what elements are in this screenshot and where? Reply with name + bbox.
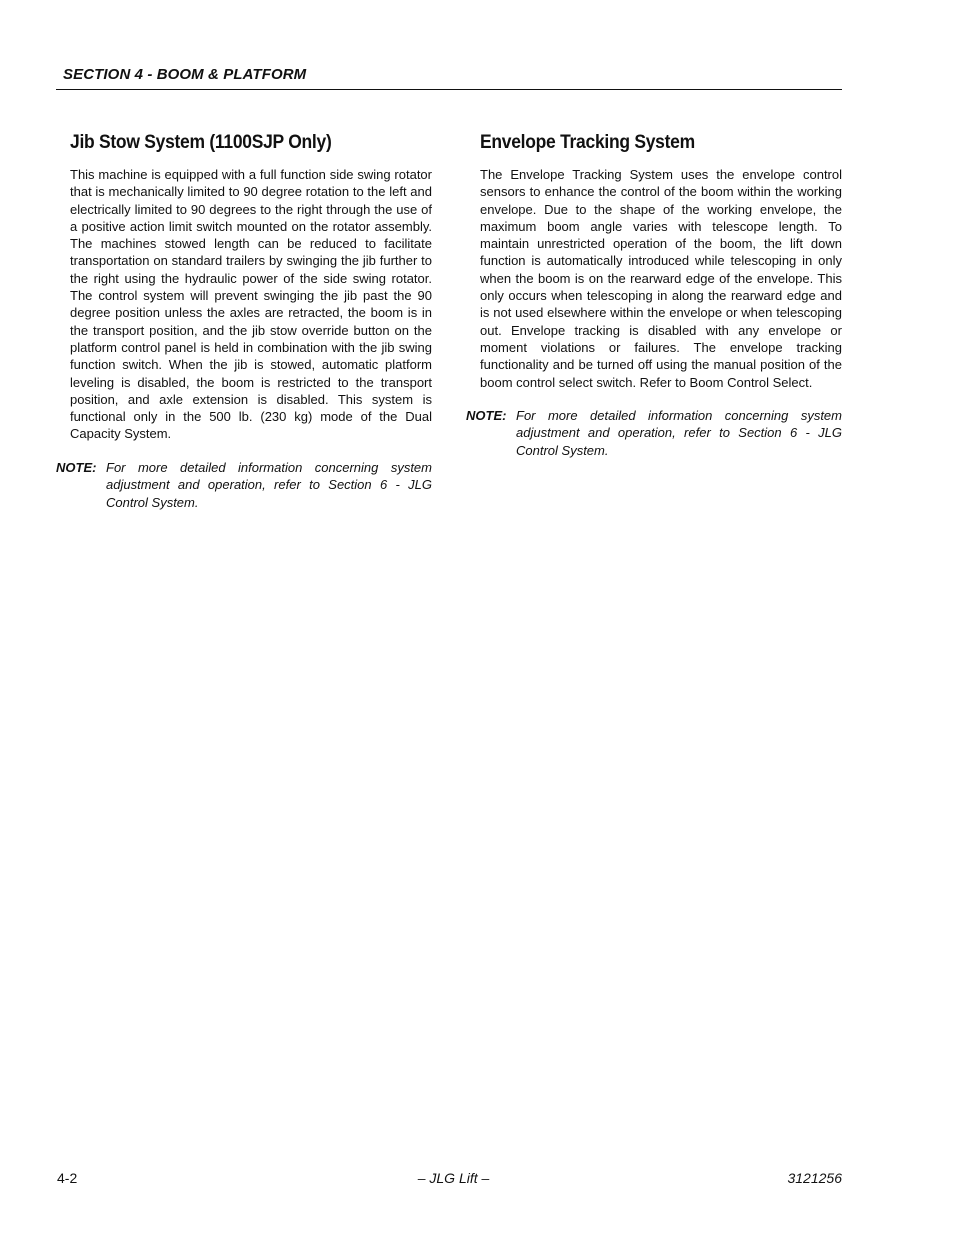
page-number: 4-2 xyxy=(57,1170,78,1186)
note-label: NOTE: xyxy=(56,459,97,475)
section-header: SECTION 4 - BOOM & PLATFORM xyxy=(63,66,307,83)
envelope-tracking-note xyxy=(466,407,842,460)
jib-stow-heading: Jib Stow System (1100SJP Only) xyxy=(70,132,332,153)
jib-stow-body: This machine is equipped with a full function side swing rotator that is mechanically limited to 90 degree rotation to the left and electrically limited to 90 degrees to the right through the use of a positive action limit switch mounted on the rotator assembly. The machines stowed length can be reduced to facilitate transportation on standard trailers by swinging the jib further to the right using the hydraulic power of the side swing rotator. The control system will prevent swinging the jib past the 90 degree position unless the axles are retracted, the boom is in the transport position, and the jib stow override button on the platform control panel is held in combination with the jib swing function switch. When the jib is stowed, automatic platform leveling is disabled, the boom is restricted to the transport position, and axle extension is disabled. This system is functional only in the 500 lb. (230 kg) mode of the Dual Capacity System. xyxy=(70,167,432,442)
document-number: 3121256 xyxy=(787,1170,842,1186)
left-column xyxy=(56,132,432,511)
envelope-tracking-body: The Envelope Tracking System uses the envelope control sensors to enhance the control of the boom within the working envelope. Due to the shape of the working envelope, the maximum boom angle varies with telescope length. To maintain unrestricted operation of the boom, the lift down function is automatically introduced while telescoping in only when the boom is on the rearward edge of the envelope. This only occurs when telescoping in along the rearward edge and is not used elsewhere within the envelope or when telescoping out. Envelope tracking is disabled with any envelope or moment violations or failures. The envelope tracking functionality and be turned off using the manual position of the boom control select switch. Refer to Boom Control Select. xyxy=(480,167,842,390)
note-text: For more detailed information concerning system adjustment and operation, refer to Section 6 - JLG Control System. xyxy=(106,459,432,510)
note-text: For more detailed information concerning system adjustment and operation, refer to Section 6 - JLG Control System. xyxy=(516,407,842,458)
envelope-tracking-heading: Envelope Tracking System xyxy=(480,132,695,153)
header-divider xyxy=(56,89,842,90)
right-column xyxy=(466,132,842,459)
footer-brand-text: – JLG Lift – xyxy=(417,1170,490,1186)
jib-stow-note xyxy=(56,459,432,512)
note-label: NOTE: xyxy=(466,407,507,423)
